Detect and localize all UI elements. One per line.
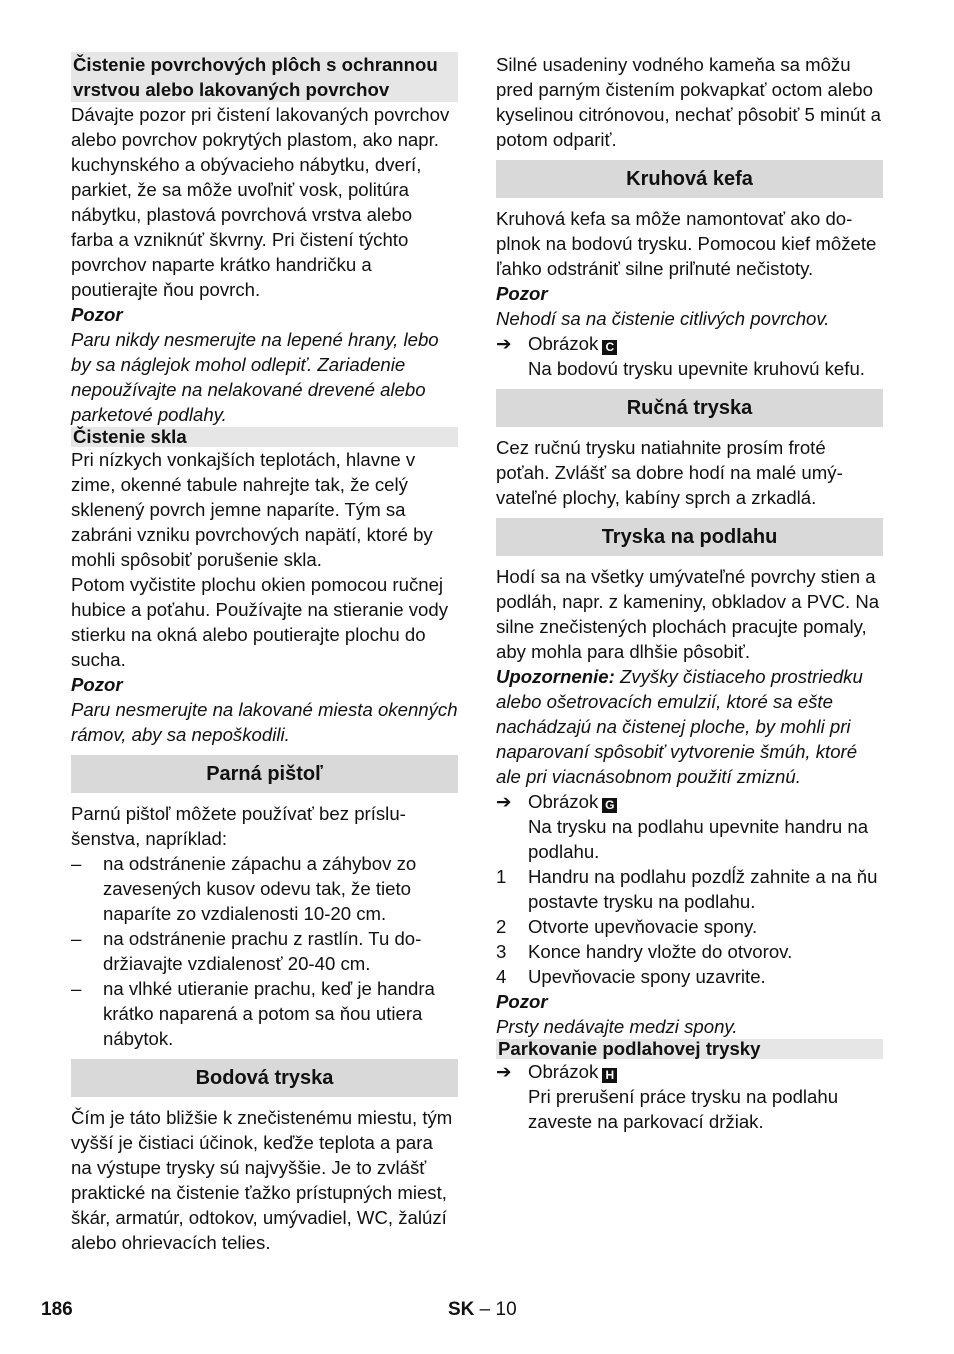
caution-text: Prsty nedávajte medzi spony.: [496, 1016, 738, 1037]
list-item-text: na vlhké utieranie prachu, keď je handra krátko naparená a potom sa ňou utiera nábytok.: [103, 978, 435, 1049]
paragraph-hand-nozzle: Cez ručnú trysku natiahnite prosím froté poťah. Zvlášť sa dobre hodí na malé umývateľné plochy, kabíny sprch a zrkadlá.: [496, 437, 843, 508]
section-floor-nozzle: Tryska na podlahu: [496, 518, 883, 556]
figure-reference: [496, 331, 883, 356]
language-code: SK: [448, 1299, 475, 1320]
step-number: 3: [496, 941, 507, 962]
figure-label: Obrázok: [528, 791, 599, 812]
step-text: Konce handry vložte do otvorov.: [528, 941, 793, 962]
instruction-text: Na trysku na podlahu upevnite handru na podlahu.: [528, 816, 869, 862]
step-text: Upevňovacie spony uzavrite.: [528, 966, 766, 987]
step-number: 2: [496, 916, 507, 937]
paragraph-steam-gun: Parnú pištoľ môžete používať bez príslušenstva, napríklad:: [71, 803, 406, 849]
figure-letter-badge: C: [602, 340, 617, 355]
heading-glass-cleaning: Čistenie skla: [71, 427, 458, 447]
instruction-text: Na bodovú trysku upevnite kruhovú kefu.: [528, 358, 865, 379]
arrow-icon: ➔: [496, 333, 512, 354]
heading-coated-surfaces: Čistenie povrchových plôch s ochrannou vrstvou alebo lakovaných povrchov: [71, 52, 458, 102]
note-paragraph: [496, 664, 883, 789]
section-hand-nozzle: Ručná tryska: [496, 389, 883, 427]
step-text: Handru na podlahu pozdĺž zahnite a na ňu postavte trysku na podlahu.: [528, 866, 878, 912]
paragraph-limescale: Silné usadeniny vodného kameňa sa môžu pred parným čistením pokvapkať octom alebo kyselinou citrónovou, nechať pôsobiť 5 minút a potom odpariť.: [496, 54, 882, 150]
caution-label: Pozor: [496, 991, 548, 1012]
note-label: Upozornenie:: [496, 666, 615, 687]
caution-label: Pozor: [71, 304, 123, 325]
numbered-step: [496, 864, 883, 914]
arrow-icon: ➔: [496, 1061, 512, 1082]
paragraph-round-brush: Kruhová kefa sa môže namontovať ako doplnok na bodovú trysku. Pomocou kief môžete ľahko odstrániť silne priľnuté nečistoty.: [496, 208, 877, 279]
instruction-text: Pri prerušení práce trysku na podlahu zaveste na parkovací držiak.: [528, 1086, 839, 1132]
caution-label: Pozor: [496, 283, 548, 304]
step-number: 4: [496, 966, 507, 987]
dash-marker: –: [71, 928, 82, 949]
paragraph-glass-1: Pri nízkych vonkajších teplotách, hlavne v zime, okenné tabule nahrejte tak, že celý sklenený povrch jemne naparíte. Tým sa zabráni vzniku povrchových napätí, ktoré by mohli spôsobiť porušenie skla.: [71, 449, 433, 570]
step-number: 1: [496, 866, 507, 887]
paragraph-coated-surfaces: Dávajte pozor pri čistení lakovaných povrchov alebo povrchov pokrytých plastom, ako napr. kuchynského a obývacieho nábytku, dverí, parkiet, že sa môže uvoľniť vosk, politúra nábytku, plastová povrchová vrstva alebo farba a vzniknúť škvrny. Pri čistení týchto povrchov naparte krátko handričku a poutierajte ňou povrch.: [71, 104, 450, 300]
list-item: [71, 976, 458, 1051]
left-column: [71, 52, 458, 1255]
note-text: Zvyšky čistiaceho prostriedku alebo ošetrovacích emulzií, ktoré sa ešte nachádzajú na čistenej ploche, by mohli pri naparovaní spôsobiť vytvorenie šmúh, ktoré ale pri viacnásobnom použití zmiznú.: [496, 666, 863, 787]
instruction-step: [496, 814, 883, 864]
caution-text: Paru nikdy nesmerujte na lepené hrany, lebo by sa náglejok mohol odlepiť. Zariadenie nepoužívajte na nelakované drevené alebo parketové podlahy.: [71, 329, 439, 425]
list-item: [71, 851, 458, 926]
figure-label: Obrázok: [528, 333, 599, 354]
paragraph-glass-2: Potom vyčistite plochu okien pomocou ručnej hubice a poťahu. Používajte na stieranie vody stierku na okná alebo poutierajte plochu do sucha.: [71, 574, 449, 670]
caution-label: Pozor: [71, 674, 123, 695]
section-steam-gun: Parná pištoľ: [71, 755, 458, 793]
figure-letter-badge: G: [602, 798, 617, 813]
numbered-step: [496, 939, 883, 964]
section-page: – 10: [474, 1299, 517, 1320]
right-column: [496, 52, 883, 1134]
list-item: [71, 926, 458, 976]
heading-floor-nozzle-parking: Parkovanie podlahovej trysky: [496, 1039, 883, 1059]
list-item-text: na odstránenie zápachu a záhybov zo zavesených kusov odevu tak, že tieto naparíte zo vzdialenosti 10-20 cm.: [103, 853, 417, 924]
dash-marker: –: [71, 853, 82, 874]
section-round-brush: Kruhová kefa: [496, 160, 883, 198]
instruction-step: [496, 1084, 883, 1134]
section-point-nozzle: Bodová tryska: [71, 1059, 458, 1097]
arrow-icon: ➔: [496, 791, 512, 812]
paragraph-floor-nozzle: Hodí sa na všetky umývateľné povrchy stien a podláh, napr. z kameniny, obkladov a PVC. Na silne znečistených plochách pracujte pomaly, aby mohla para dlhšie pôsobiť.: [496, 566, 880, 662]
instruction-step: [496, 356, 883, 381]
caution-text: Paru nesmerujte na lakované miesta okenných rámov, aby sa nepoškodili.: [71, 699, 458, 745]
figure-reference: [496, 789, 883, 814]
page-number: 186: [41, 1299, 73, 1320]
dash-marker: –: [71, 978, 82, 999]
page-section-label: [448, 1297, 517, 1322]
numbered-step: [496, 914, 883, 939]
list-item-text: na odstránenie prachu z rastlín. Tu dodržiavajte vzdialenosť 20-40 cm.: [103, 928, 422, 974]
paragraph-point-nozzle: Čím je táto bližšie k znečistenému miestu, tým vyšší je čistiaci účinok, keďže teplota a para na výstupe trysky sú najvyššie. Je to zvlášť praktické na čistenie ťažko prístupných miest, škár, armatúr, odtokov, umývadiel, WC, žalúzí alebo ohrievacích telies.: [71, 1107, 453, 1253]
step-text: Otvorte upevňovacie spony.: [528, 916, 758, 937]
numbered-step: [496, 964, 883, 989]
figure-letter-badge: H: [602, 1068, 617, 1083]
figure-reference: [496, 1059, 883, 1084]
figure-label: Obrázok: [528, 1061, 599, 1082]
caution-text: Nehodí sa na čistenie citlivých povrchov.: [496, 308, 830, 329]
